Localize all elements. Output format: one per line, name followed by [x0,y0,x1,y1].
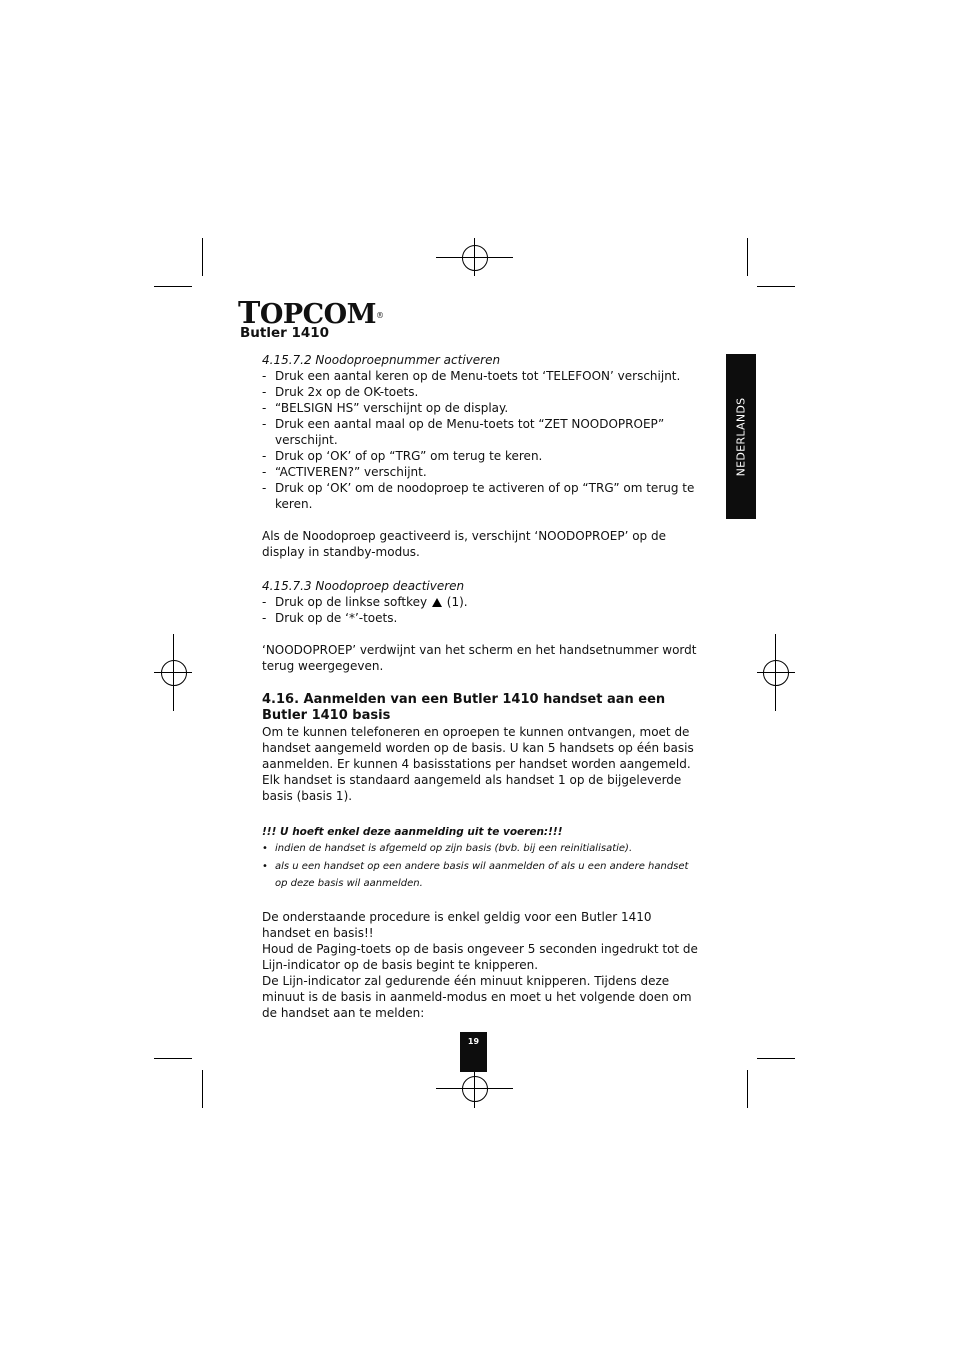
activate-note: Als de Noodoproep geactiveerd is, verschijnt ‘NOODOPROEP’ op de display in standby-modus. [262,529,666,559]
softkey-up-icon [432,598,442,607]
list-item: • als u een handset op een andere basis wil aanmelden of als u een andere handset op deze basis wil aanmelden. [262,858,702,893]
section-heading-4-15-7-3: 4.15.7.3 Noodoproep deactiveren [262,579,465,593]
brand-logo [238,296,384,331]
language-tab [726,354,756,519]
procedure-paragraph-2: Houd de Paging-toets op de basis ongeveer 5 seconden ingedrukt tot de Lijn-indicator op de basis begint te knipperen. [262,941,698,972]
procedure-paragraph-1: De onderstaande procedure is enkel geldig voor een Butler 1410 handset en basis!! [262,909,652,940]
section-heading-4-16: 4.16. Aanmelden van een Butler 1410 handset aan een Butler 1410 basis [262,692,666,723]
step-text: Druk op de linkse softkey [275,595,428,609]
list-item: - “ACTIVEREN?” verschijnt. [262,464,702,480]
list-item: - Druk op ‘OK’ om de noodoproep te activeren of op “TRG” om terug te keren. [262,480,702,512]
step-text-suffix: (1). [446,595,468,609]
list-item: - Druk een aantal maal op de Menu-toets tot “ZET NOODOPROEP” verschijnt. [262,416,702,448]
brand-logo-rest: OPCOM [259,299,377,330]
brand-logo-initial: T [238,296,260,331]
steps-list-deactivate [262,594,702,626]
page-number-box [460,1032,487,1072]
list-item: - “BELSIGN HS” verschijnt op de display. [262,400,702,416]
warning-heading: !!! U hoeft enkel deze aanmelding uit te voeren:!!! [262,826,563,838]
registration-intro: Om te kunnen telefoneren en oproepen te kunnen ontvangen, moet de handset aangemeld worden op de basis. U kan 5 handsets op één basis aanmelden. Er kunnen 4 basisstations per handset worden aangemeld. Elk handset is standaard aangemeld als handset 1 op de bijgeleverde basis (basis 1). [262,725,694,803]
warning-bullets [262,840,702,893]
main-content [262,352,702,1021]
list-item: - Druk op de ‘*’-toets. [262,610,702,626]
page-number: 19 [467,1037,480,1046]
list-item: • indien de handset is afgemeld op zijn basis (bvb. bij een reinitialisatie). [262,840,702,858]
registered-mark: ® [376,311,384,320]
steps-list-activate [262,368,702,512]
section-heading-4-15-7-2: 4.15.7.2 Noodoproepnummer activeren [262,353,501,367]
list-item: - Druk 2x op de OK-toets. [262,384,702,400]
list-item: - Druk op ‘OK’ of op “TRG” om terug te keren. [262,448,702,464]
procedure-paragraph-3: De Lijn-indicator zal gedurende één minuut knipperen. Tijdens deze minuut is de basis in aanmeld-modus en moet u het volgende doen om de handset aan te melden: [262,973,692,1020]
list-item: - Druk een aantal keren op de Menu-toets tot ‘TELEFOON’ verschijnt. [262,368,702,384]
language-tab-label: NEDERLANDS [734,397,748,476]
deactivate-note: ‘NOODOPROEP’ verdwijnt van het scherm en het handsetnummer wordt terug weergegeven. [262,643,697,673]
list-item [262,594,702,610]
model-name: Butler 1410 [240,325,330,341]
